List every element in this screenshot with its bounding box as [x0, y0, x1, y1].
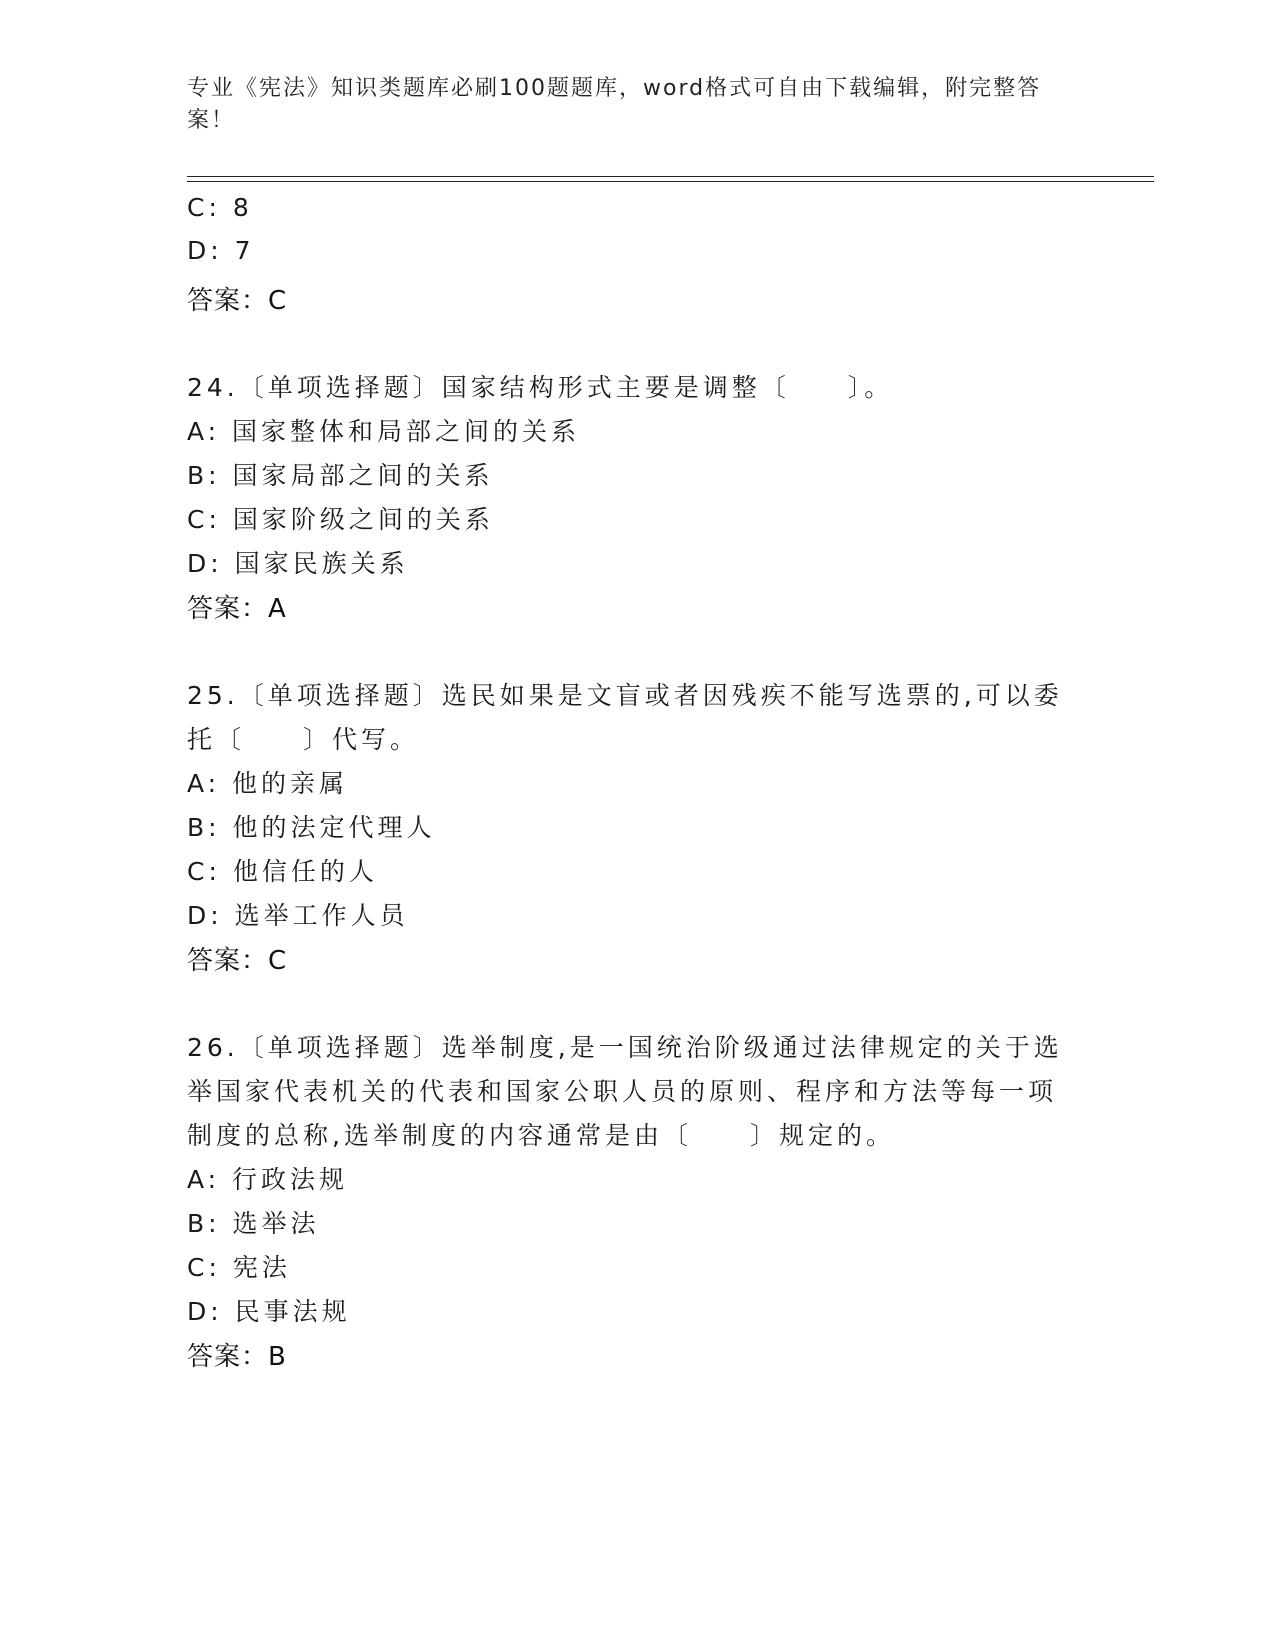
question-24-option-c: C: 国家阶级之间的关系 [187, 505, 494, 534]
question-24-option-d: D: 国家民族关系 [187, 549, 409, 578]
question-24-stem: 24.〔单项选择题〕国家结构形式主要是调整〔 〕。 [187, 373, 894, 402]
question-26-option-c: C: 宪法 [187, 1253, 291, 1282]
question-26-answer: 答案：B [187, 1342, 287, 1372]
header-title-line-2: 案！ [187, 108, 236, 133]
question-25-option-a: A: 他的亲属 [187, 769, 349, 798]
header-rule-bottom [187, 181, 1154, 182]
question-25-stem-line-1: 25.〔单项选择题〕选民如果是文盲或者因残疾不能写选票的,可以委 [187, 681, 1063, 710]
document-header [187, 73, 1067, 137]
question-25-option-b: B: 他的法定代理人 [187, 813, 436, 842]
question-26-option-b: B: 选举法 [187, 1209, 320, 1238]
option-c: C: 8 [187, 193, 253, 222]
question-26-stem-line-3: 制度的总称,选举制度的内容通常是由〔 〕规定的。 [187, 1121, 895, 1150]
question-26-option-d: D: 民事法规 [187, 1297, 351, 1326]
question-24-answer: 答案：A [187, 594, 287, 624]
question-26-stem-line-1: 26.〔单项选择题〕选举制度,是一国统治阶级通过法律规定的关于选 [187, 1033, 1063, 1062]
question-25-stem-line-2: 托〔 〕代写。 [187, 725, 420, 754]
question-25-answer: 答案：C [187, 946, 288, 976]
option-d: D: 7 [187, 236, 255, 265]
question-24-option-b: B: 国家局部之间的关系 [187, 461, 494, 490]
question-25-option-d: D: 选举工作人员 [187, 901, 409, 930]
question-25-option-c: C: 他信任的人 [187, 857, 378, 886]
header-rule-top [187, 176, 1154, 177]
question-26-option-a: A: 行政法规 [187, 1165, 349, 1194]
header-title-line-1: 专业《宪法》知识类题库必刷100题题库，word格式可自由下载编辑，附完整答 [187, 76, 1042, 101]
question-26-stem-line-2: 举国家代表机关的代表和国家公职人员的原则、程序和方法等每一项 [187, 1077, 1058, 1106]
question-24-option-a: A: 国家整体和局部之间的关系 [187, 417, 581, 446]
answer-line: 答案：C [187, 286, 288, 316]
